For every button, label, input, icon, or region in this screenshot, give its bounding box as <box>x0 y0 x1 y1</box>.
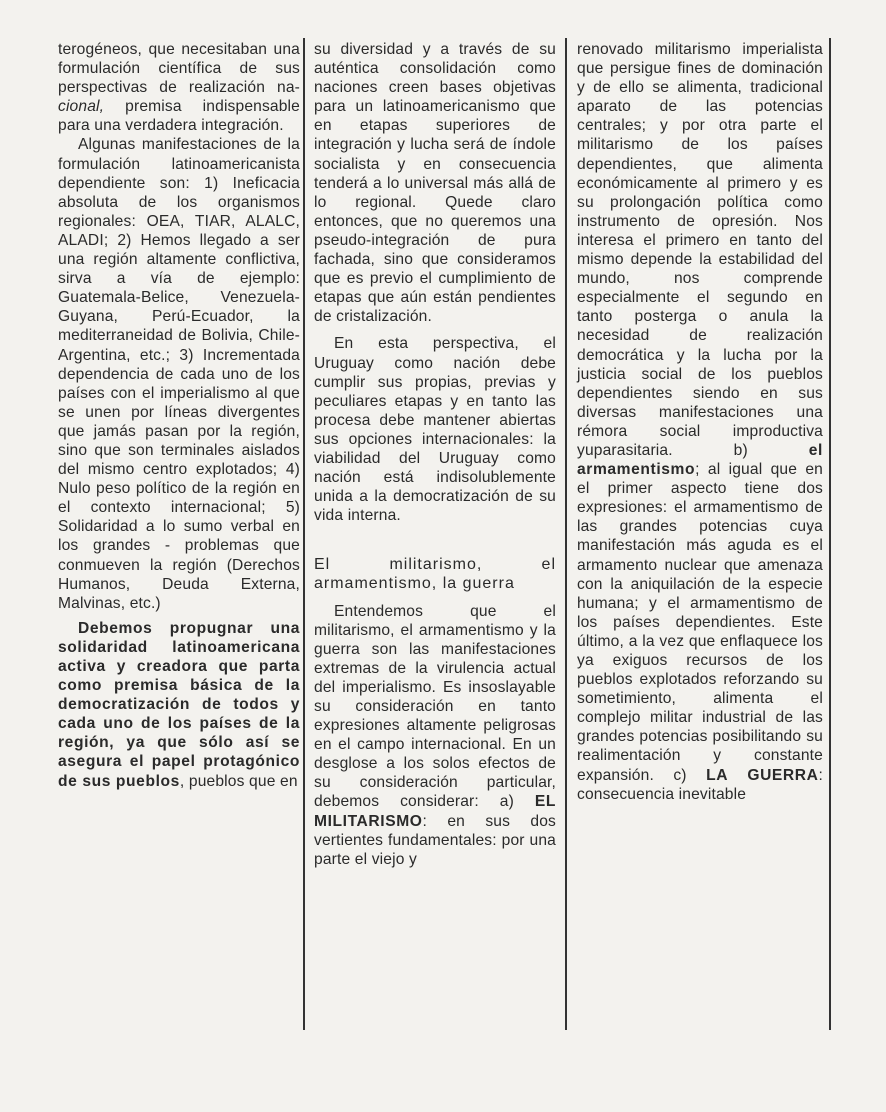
bold-text: LA GUERRA <box>706 766 819 784</box>
text-run: terogéneos, que necesitaban una formulación científica de sus perspectivas de realización na- <box>58 41 300 97</box>
paragraph <box>58 135 300 612</box>
text-run: ; al igual que en el primer aspecto tiene dos expresiones: el armamentismo de las grandes potencias cuya manifestación más aguda es el armamento nuclear que amenaza con la aniquilación de la especie humana; y el armamentismo de los países dependientes. Este último, a la vez que enflaquece los ya exiguos recursos de los pueblos explotados reforzando su sometimiento, alimenta el complejo militar industrial de las grandes potencias posibilitando su realimentación y constante expansión. c) <box>577 461 823 784</box>
bold-text: el armamentismo <box>577 441 823 479</box>
text-run: En esta perspectiva, el Uruguay como nación debe cumplir sus propias, previas y peculiares etapas y en tanto las procesa debe mantener abiertas sus opciones internacionales: la viabilidad del Uruguay como nación está indisolublemente unida a la democratización de su vida interna. <box>314 335 556 525</box>
text-run: Entendemos que el militarismo, el armamentismo y la guerra son las manifestaciones extremas de la virulencia actual del imperialismo. Es insoslayable su consideración en tanto expresiones altamente peligrosas en el campo internacional. En un desglose a los solos efectos de su consideración particular, debemos considerar: a) <box>314 602 556 811</box>
column-rule <box>829 38 831 1030</box>
paragraph <box>314 602 556 869</box>
text-column-1 <box>58 40 300 791</box>
text-run: renovado militarismo imperialista que persigue fines de dominación y de ello se alimenta, tradicional aparato de las potencias centrales; y por otra parte el militarismo de los países dependientes, que alimenta económicamente al primero y es su prolongación política como instrumento de opresión. Nos interesa el primero en tanto del mismo depende la estabilidad del mundo, nos comprende especialmente el segundo en tanto posterga o anula la necesidad de realización democrática y la lucha por la justicia social de los pueblos dependientes siendo en sus diversas manifestaciones una rémora social improductiva yuparasitaria. b) <box>577 41 823 459</box>
text-run: : en sus dos vertientes fundamentales: por una parte el viejo y <box>314 812 556 868</box>
text-run: : consecuencia inevitable <box>577 766 823 803</box>
paragraph <box>58 40 300 135</box>
section-heading <box>314 555 556 593</box>
text-run: Algunas manifestaciones de la formulación latinoamericanista dependiente son: 1) Ineficacia absoluta de los organismos regionales: OEA, TIAR, ALALC, ALADI; 2) Hemos llegado a ser una región altamente conflictiva, sirva a vía de ejemplo: Guatemala-Belice, Venezuela-Guyana, Perú-Ecuador, la mediterraneidad de Bolivia, Chile-Argentina, etc.; 3) Incrementada dependencia de cada uno de los países con el imperialismo al que se unen por líneas divergentes que jamás pasan por la región, sino que son terminales aislados del mismo centro explotados; 4) Nulo peso político de la región en el contexto internacional; 5) Solidaridad a lo sumo verbal en los grandes - problemas que conmueven la región (Derechos Humanos, Deuda Externa, Malvinas, etc.) <box>58 136 300 612</box>
text-column-3 <box>577 40 823 804</box>
paragraph <box>577 40 823 804</box>
text-run: , pueblos que en <box>179 772 298 790</box>
italic-text: cional, <box>58 98 105 116</box>
heading-text: El militarismo, el armamentismo, la guerra <box>314 556 556 593</box>
paragraph <box>314 334 556 525</box>
paragraph <box>314 40 556 326</box>
column-rule <box>565 38 567 1030</box>
column-rule <box>303 38 305 1030</box>
text-run: premisa indispensable para una verdadera integración. <box>58 98 300 135</box>
paragraph <box>58 619 300 791</box>
text-column-2 <box>314 40 556 869</box>
bold-text: EL MILITARISMO <box>314 793 556 830</box>
text-run: su diversidad y a través de su auténtica consolidación como naciones creen bases objetivas para un latinoamericanismo que en etapas superiores de integración y lucha será de índole socialista y en consecuencia tenderá a lo universal más allá de lo regional. Quede claro entonces, que no queremos una pseudo-integración de pura fachada, sino que consideramos que es previo el cumplimiento de etapas que aún están pendientes de cristalización. <box>314 41 556 326</box>
bold-text: Debemos propugnar una solidaridad latinoamericana activa y creadora que parta como premisa básica de la democratización de todos y cada uno de los países de la región, ya que sólo así se asegura el papel protagónico de sus pueblos <box>58 619 300 790</box>
